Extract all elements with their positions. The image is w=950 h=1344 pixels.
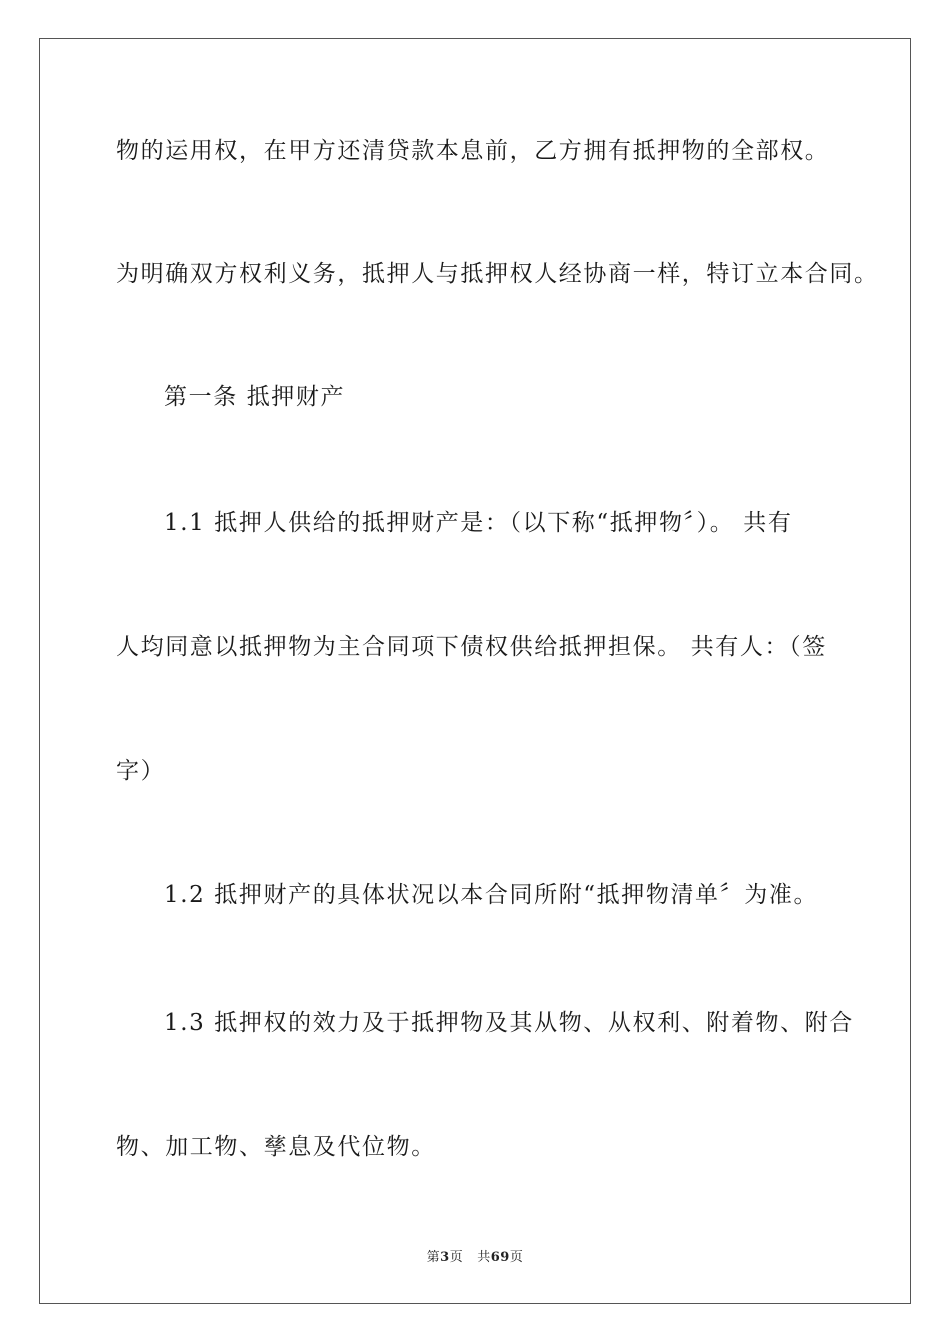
footer-total-suffix: 页 (509, 1250, 524, 1265)
text-line-1: 物的运用权，在甲方还清贷款本息前，乙方拥有抵押物的全部权。 (116, 138, 830, 164)
footer-page-suffix: 页 (449, 1250, 464, 1265)
text-line-9: 物、加工物、孳息及代位物。 (116, 1134, 436, 1160)
text-line-5: 人均同意以抵押物为主合同项下债权供给抵押担保。 共有人：（签 (116, 634, 827, 660)
text-line-6: 字） (116, 758, 166, 784)
page-footer (0, 1246, 950, 1265)
page-border (39, 38, 911, 1304)
footer-total-pages: 69 (490, 1250, 510, 1265)
footer-page-number: 3 (440, 1250, 450, 1265)
text-line-4: 1.1 抵押人供给的抵押财产是：（以下称“抵押物〞）。 共有 (164, 510, 793, 536)
text-line-2: 为明确双方权利义务，抵押人与抵押权人经协商一样，特订立本合同。 (116, 261, 879, 287)
footer-page-prefix: 第 (426, 1250, 441, 1265)
footer-total-prefix: 共 (477, 1250, 491, 1265)
text-line-8: 1.3 抵押权的效力及于抵押物及其从物、从权利、附着物、附合 (164, 1010, 854, 1036)
text-line-7: 1.2 抵押财产的具体状况以本合同所附“抵押物清单〞为准。 (164, 882, 819, 908)
section-heading: 第一条 抵押财产 (164, 384, 346, 410)
